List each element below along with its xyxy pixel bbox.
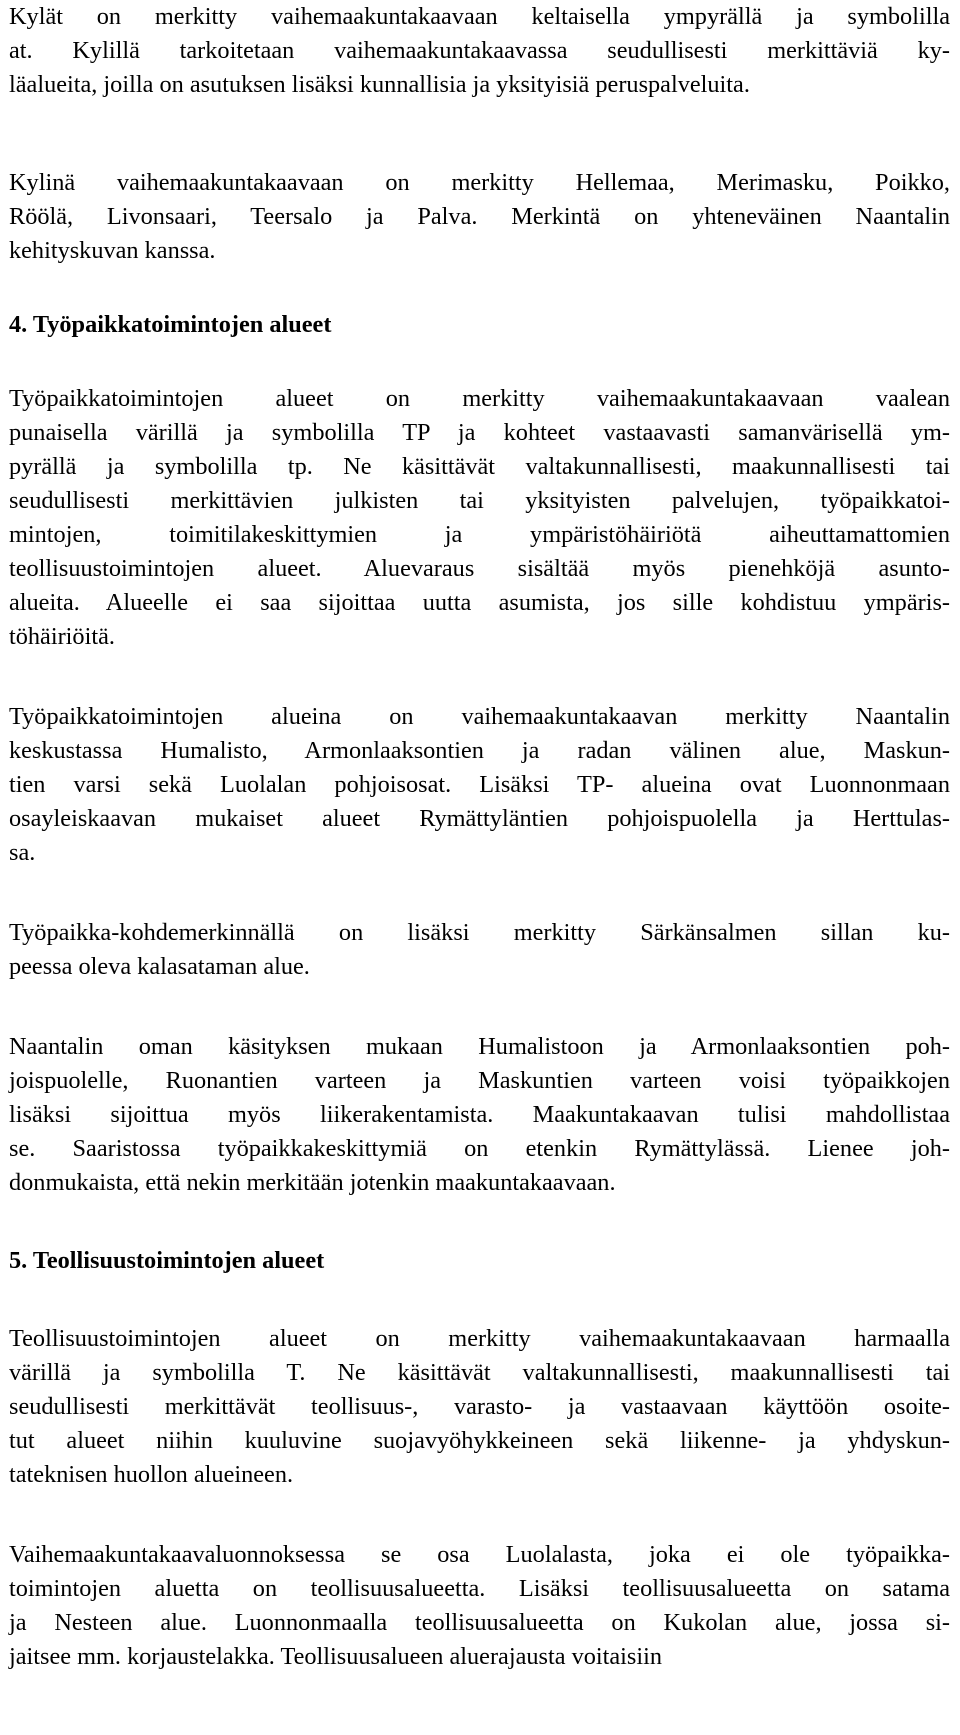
text-line: at. Kylillä tarkoitetaan vaihemaakuntakaavassa seudullisesti merkittäviä ky-	[9, 37, 950, 64]
text-line: seudullisesti merkittävät teollisuus-, varasto- ja vastaavaan käyttöön osoite-	[9, 1393, 950, 1420]
text-line: Vaihemaakuntakaavaluonnoksessa se osa Luolalasta, joka ei ole työpaikka-	[9, 1541, 950, 1568]
text-line: kehityskuvan kanssa.	[9, 237, 216, 264]
text-line: läalueita, joilla on asutuksen lisäksi kunnallisia ja yksityisiä peruspalveluita.	[9, 71, 750, 98]
text-line: pyrällä ja symbolilla tp. Ne käsittävät valtakunnallisesti, maakunnallisesti tai	[9, 453, 950, 480]
paragraph-tp-object-marking	[9, 916, 950, 984]
text-line: teollisuustoimintojen alueet. Aluevaraus sisältää myös pienehköjä asunto-	[9, 555, 950, 582]
text-line: donmukaista, että nekin merkitään jotenkin maakuntakaavaan.	[9, 1169, 616, 1196]
paragraph-t-areas-draft	[9, 1538, 950, 1674]
paragraph-tp-areas-naantali	[9, 700, 950, 870]
text-line: se. Saaristossa työpaikkakeskittymiä on etenkin Rymättylässä. Lienee joh-	[9, 1135, 950, 1162]
paragraph-villages-definition	[9, 0, 950, 102]
section-5-heading: 5. Teollisuustoimintojen alueet	[9, 1247, 325, 1274]
text-line: Työpaikkatoimintojen alueet on merkitty vaihemaakuntakaavaan vaalean	[9, 385, 950, 412]
text-line: töhäiriöitä.	[9, 623, 115, 650]
text-line: värillä ja symbolilla T. Ne käsittävät valtakunnallisesti, maakunnallisesti tai	[9, 1359, 950, 1386]
text-line: Naantalin oman käsityksen mukaan Humalistoon ja Armonlaaksontien poh-	[9, 1033, 950, 1060]
text-line: Teollisuustoimintojen alueet on merkitty vaihemaakuntakaavaan harmaalla	[9, 1325, 950, 1352]
text-line: peessa oleva kalasataman alue.	[9, 953, 310, 980]
section-5-heading-block	[9, 1244, 950, 1278]
text-line: tateknisen huollon alueineen.	[9, 1461, 294, 1488]
text-line: Röölä, Livonsaari, Teersalo ja Palva. Merkintä on yhteneväinen Naantalin	[9, 203, 950, 230]
text-line: joispuolelle, Ruonantien varteen ja Maskuntien varteen voisi työpaikkojen	[9, 1067, 950, 1094]
text-line: osayleiskaavan mukaiset alueet Rymättyläntien pohjoispuolella ja Herttulas-	[9, 805, 950, 832]
text-line: tien varsi sekä Luolalan pohjoisosat. Lisäksi TP- alueina ovat Luonnonmaan	[9, 771, 950, 798]
text-line: Kylinä vaihemaakuntakaavaan on merkitty Hellemaa, Merimasku, Poikko,	[9, 169, 950, 196]
text-line: Työpaikkatoimintojen alueina on vaihemaakuntakaavan merkitty Naantalin	[9, 703, 950, 730]
paragraph-villages-list	[9, 166, 950, 268]
text-line: tut alueet niihin kuuluvine suojavyöhykkeineen sekä liikenne- ja yhdyskun-	[9, 1427, 950, 1454]
text-line: keskustassa Humalisto, Armonlaaksontien ja radan välinen alue, Maskun-	[9, 737, 950, 764]
text-line: sa.	[9, 839, 36, 866]
text-line: toimintojen aluetta on teollisuusalueetta. Lisäksi teollisuusalueetta on satama	[9, 1575, 950, 1602]
section-4-heading-block	[9, 308, 950, 342]
paragraph-naantali-view	[9, 1030, 950, 1200]
paragraph-t-areas-definition	[9, 1322, 950, 1492]
text-line: ja Nesteen alue. Luonnonmaalla teollisuusalueetta on Kukolan alue, jossa si-	[9, 1609, 950, 1636]
text-line: punaisella värillä ja symbolilla TP ja kohteet vastaavasti samanvärisellä ym-	[9, 419, 950, 446]
text-line: Kylät on merkitty vaihemaakuntakaavaan keltaisella ympyrällä ja symbolilla	[9, 3, 950, 30]
text-line: mintojen, toimitilakeskittymien ja ympäristöhäiriötä aiheuttamattomien	[9, 521, 950, 548]
section-4-heading: 4. Työpaikkatoimintojen alueet	[9, 311, 332, 338]
text-line: seudullisesti merkittävien julkisten tai yksityisten palvelujen, työpaikkatoi-	[9, 487, 950, 514]
paragraph-tp-areas-definition	[9, 382, 950, 654]
text-line: jaitsee mm. korjaustelakka. Teollisuusalueen aluerajausta voitaisiin	[9, 1643, 663, 1670]
text-line: Työpaikka-kohdemerkinnällä on lisäksi merkitty Särkänsalmen sillan ku-	[9, 919, 950, 946]
text-line: alueita. Alueelle ei saa sijoittaa uutta asumista, jos sille kohdistuu ympäris-	[9, 589, 950, 616]
text-line: lisäksi sijoittua myös liikerakentamista. Maakuntakaavan tulisi mahdollistaa	[9, 1101, 950, 1128]
